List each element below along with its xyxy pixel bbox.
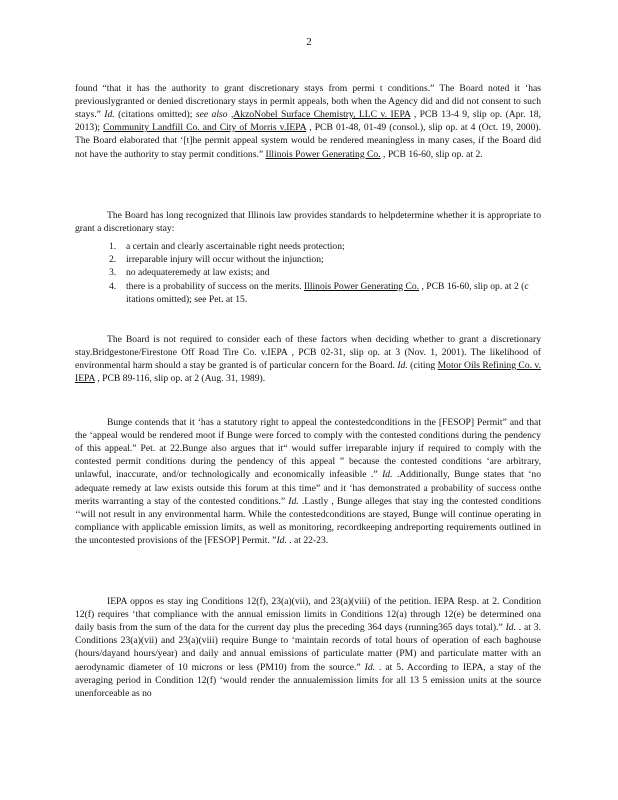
paragraph-1-text-6: , PCB 16-60, slip op. at 2. (380, 148, 483, 160)
paragraph-2-text: The Board has long recognized that Illinois law provides standards to helpdetermine whether it is appropriate to grant a discretionary stay: (75, 209, 541, 234)
id-citation: Id. (288, 495, 299, 507)
paragraph-3-text-3: , PCB 89-116, slip op. at 2 (Aug. 31, 1989). (94, 373, 266, 385)
page-number: 2 (306, 36, 312, 48)
paragraph-1-text-2: (citations omitted); (114, 109, 196, 120)
paragraph-1-text-5: , PCB 01-48, 01-49 (consol.), slip op. at 4 (Oct. 19, 2000). The Board elaborated that ‘[t]he permit appeal system would be rendered meaningless in many cases, if the Board did not have the authority to stay permit conditions.” (75, 122, 541, 160)
paragraph-4 (75, 416, 541, 548)
paragraph-3 (75, 333, 541, 386)
list-item-text-part: , PCB 16-60, slip op. at 2 (c itations omitted); see Pet. at 15. (126, 280, 529, 305)
list-item-text: a certain and clearly ascertainable right needs protection; (126, 241, 345, 252)
id-citation: Id. (382, 469, 393, 481)
paragraph-1-text-1: found “that it has the authority to grant discretionary stays from permi t conditions.” The Board noted it ‘has previouslygranted or denied discretionary stays in permit appeals, both when the Agency did and did not consent to such stays.” (75, 82, 541, 120)
case-citation-community-landfill: Community Landfill Co. and City of Morris v.IEPA (103, 122, 307, 134)
paragraph-5 (75, 595, 541, 701)
list-item-text-part: there is a probability of success on the merits. (126, 280, 304, 292)
paragraph-1 (75, 82, 541, 161)
id-citation: Id. (104, 109, 115, 120)
paragraph-2 (75, 209, 541, 235)
paragraph-5-text-3: . at 5. According to IEPA, a stay of the averaging period in Condition 12(f) ‘would render the annualemission limits for all 13 5 emission units at the source unenforceable as no (75, 661, 541, 700)
paragraph-3-text-2: (citing (407, 360, 438, 371)
list-item (109, 266, 541, 279)
paragraph-5-text-1: IEPA oppos es stay ing Conditions 12(f), 23(a)(vii), and 23(a)(viii) of the petition. IEPA Resp. at 2. Condition 12(f) requires ‘that compliance with the annual emission limits in Conditions 12(a) through 12(e) be determined ona daily basis from the sum of the data for the current day plus the preceding 364 days (running365 days total).” (75, 595, 541, 633)
paragraph-1-text-4: , PCB 13-4 9, slip op. (Apr. 18, 2013); (75, 109, 541, 134)
list-item-text: irreparable injury will occur without the injunction; (126, 254, 324, 266)
id-citation: Id. (505, 622, 516, 633)
paragraph-4-text-3: .Lastly , Bunge alleges that stay ing the contested conditions ‘‘will not result in any environmental harm. While the contestedconditions are stayed, Bunge will continue operating in compliance with applicable emission limits, as well as monitoring, recordkeeping andreporting requirements outlined in the uncontested provisions of the [FESOP] Permit. ” (75, 495, 542, 547)
stay-factors-list (109, 240, 541, 306)
paragraph-4-text-2: .Additionally, Bunge states that ‘no adequate remedy at law exists outside this forum at this time” and it ‘has demonstrated a probability of success onthe merits warranting a stay of the contested conditions.” (75, 469, 541, 507)
id-citation: Id. (364, 661, 376, 673)
case-citation-motor-oils: Motor Oils Refining Co. v. IEPA (75, 360, 542, 385)
case-citation-illinois-power: Illinois Power Generating Co. (303, 280, 420, 292)
list-item (109, 280, 541, 306)
list-item-number: 1. (109, 241, 117, 252)
paragraph-4-text-1: Bunge contends that it ‘has a statutory right to appeal the contestedconditions in the [FESOP] Permit” and that the ‘appeal would be rendered moot if Bunge were forced to comply with the contested conditions during the pendency of this appeal.” Pet. at 22.Bunge also argues that it“ would suffer irreparable injury if required to comply with the contested permit conditions during the pendency of this appeal ” because the contested conditions ‘are arbitrary, unlawful, inaccurate, and/or technologically and economically infeasible .” (75, 416, 541, 481)
paragraph-4-text-4: . at 22-23. (286, 535, 329, 547)
id-citation: Id. (397, 360, 408, 371)
list-item-text (126, 280, 541, 306)
id-citation: Id. (276, 535, 287, 547)
list-item (109, 253, 541, 266)
list-item-number: 4. (109, 280, 117, 292)
paragraph-5-text-2: . at 3. Conditions 23(a)(vii) and 23(a)(viii) require Bunge to ‘maintain records of total hours of operation of each baghouse (hours/dayand hours/year) and daily and annual emissions of particulate matter (PM) and particulate matter with an aerodynamic diameter of 10 microns or less (PM10) from the source.” (75, 622, 542, 673)
list-item-text: no adequateremedy at law exists; and (126, 267, 270, 279)
paragraph-3-text-1: The Board is not required to consider each of these factors when deciding whether to grant a discretionary stay.Bridgestone/Firestone Off Road Tire Co. v.IEPA , PCB 02-31, slip op. at 3 (Nov. 1, 2001). The likelihood of environmental harm should a stay be granted is of particular concern for the Board. (75, 333, 541, 371)
list-item-number: 2. (109, 254, 117, 266)
list-item-number: 3. (109, 267, 117, 279)
paragraph-1-text-3: , (227, 109, 234, 120)
case-citation-illinois-power: Illinois Power Generating Co. (265, 148, 381, 160)
see-also-signal: see also (195, 109, 228, 120)
case-citation-akzonobel: AkzoNobel Surface Chemistry, LLC v. IEPA (233, 109, 411, 120)
list-item (109, 240, 541, 253)
